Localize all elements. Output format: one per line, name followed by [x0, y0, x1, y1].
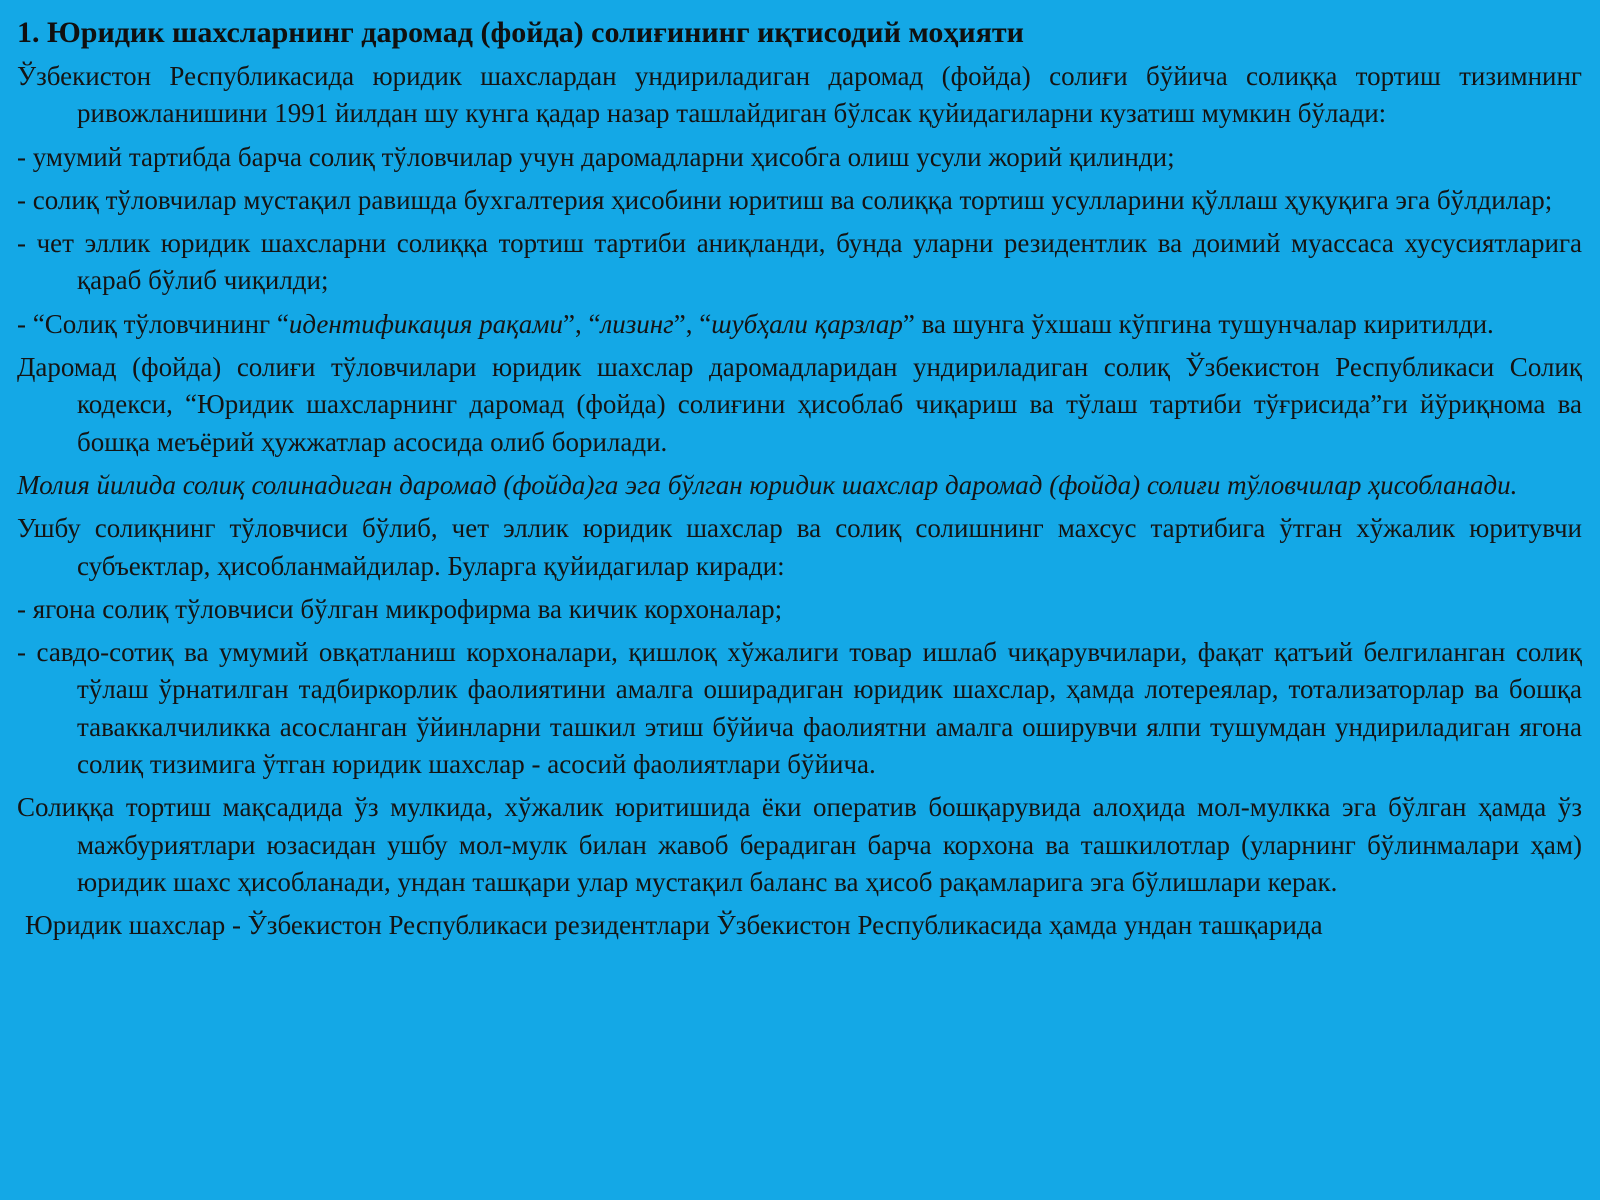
paragraph-tax-basis: Даромад (фойда) солиғи тўловчилари юридик шахслар даромадларидан ундириладиган солиқ Ўзбекистон Республикаси Солиқ кодекси, “Юридик шахсларнинг даромад (фойда) солиғини ҳисоблаб чиқариш ва тўлаш тартиби тўғрисида”ги йўриқнома ва бошқа меъёрий ҳужжатлар асосида олиб борилади. [17, 352, 1582, 457]
list-item-microfirms: - ягона солиқ тўловчиси бўлган микрофирма ва кичик корхоналар; [17, 593, 783, 624]
paragraph-exclusions: Ушбу солиқнинг тўловчиси бўлиб, чет эллик юридик шахслар ва солиқ солишнинг махсус тартибига ўтган хўжалик юритувчи субъектлар, ҳисобланмайдилар. Буларга қуйидагилар киради: [17, 513, 1582, 581]
text-run: ”, “ [673, 308, 712, 339]
list-item-income-accounting: - умумий тартибда барча солиқ тўловчилар учун даромадларни ҳисобга олиш усули жорий қилинди; [17, 141, 1175, 172]
paragraph-taxpayer-definition: Молия йилида солиқ солинадиган даромад (фойда)га эга бўлган юридик шахслар даромад (фойда) солиғи тўловчилар ҳисобланади. [17, 469, 1518, 500]
text-run: ” ва шунга ўхшаш кўпгина тушунчалар киритилди. [902, 308, 1494, 339]
list-item-trade-enterprises: - савдо-сотиқ ва умумий овқатланиш корхоналари, қишлоқ хўжалиги товар ишлаб чиқарувчилари, фақат қатъий белгиланган солиқ тўлаш ўрнатилган тадбиркорлик фаолиятини амалга оширадиган юридик шахслар, ҳамда лотереялар, тотализаторлар ва бошқа таваккалчиликка асосланган ўйинларни ташкил этиш бўйича фаолиятни амалга оширувчи ялпи тушумдан ундириладиган ягона солиқ тизимига ўтган юридик шахслар - асосий фаолиятлари бўйича. [17, 637, 1582, 780]
paragraph-legal-entity-definition: Солиққа тортиш мақсадида ўз мулкида, хўжалик юритишида ёки оператив бошқарувида алоҳида мол-мулкка эга бўлган ҳамда ўз мажбуриятлари юзасидан ушбу мол-мулк билан жавоб берадиган барча корхона ва ташкилотлар (уларнинг бўлинмалари ҳам) юридик шахс ҳисобланади, ундан ташқари улар мустақил баланс ва ҳисоб рақамларига эга бўлишлари керак. [17, 792, 1582, 897]
paragraph-intro: Ўзбекистон Республикасида юридик шахслардан ундириладиган даромад (фойда) солиғи бўйича солиққа тортиш тизимнинг ривожланишини 1991 йилдан шу кунга қадар назар ташлайдиган бўлсак қуйидагиларни кузатиш мумкин бўлади: [17, 61, 1582, 129]
term-identification-number: идентификация рақами [288, 308, 564, 339]
list-item-foreign-entities: - чет эллик юридик шахсларни солиққа тортиш тартиби аниқланди, бунда уларни резидентлик ва доимий муассаса хусусиятларига қараб бўлиб чиқилди; [17, 228, 1582, 296]
text-run: ”, “ [563, 308, 601, 339]
paragraph-residents: Юридик шахслар - Ўзбекистон Республикаси резидентлари Ўзбекистон Республикасида ҳамда ундан ташқарида [25, 910, 1323, 941]
list-item-independent-accounting: - солиқ тўловчилар мустақил равишда бухгалтерия ҳисобини юритиш ва солиққа тортиш усулларини қўллаш ҳуқуқига эга бўлдилар; [17, 184, 1553, 215]
text-run: - “Солиқ тўловчининг “ [17, 308, 289, 339]
term-leasing: лизинг [600, 308, 674, 339]
term-doubtful-debts: шубҳали қарзлар [711, 308, 903, 339]
list-item-new-concepts [17, 306, 1582, 343]
slide-title: 1. Юридик шахсларнинг даромад (фойда) солиғининг иқтисодий моҳияти [17, 16, 1024, 49]
